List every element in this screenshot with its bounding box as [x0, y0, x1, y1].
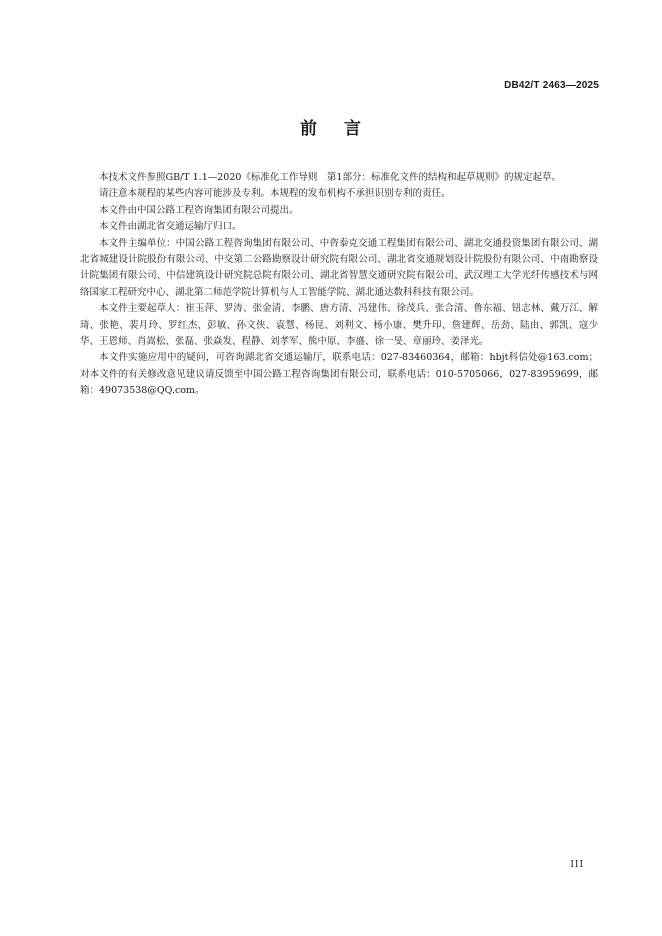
- paragraph-drafters: 本文件主要起草人：崔玉萍、罗涛、张金清、李鹏、唐方清、冯建伟、徐茂兵、张合清、鲁东福、钮志林、戴万江、解琦、张艳、裴月玲、罗红杰、彭敏、孙文侠、袁慧、杨昆、刘利文、杨小康、樊升印、詹建辉、岳劲、陆由、郭凯、寇少华、王恩师、肖嵩松、张磊、张焱发、程静、刘孝军、熊中原、李盛、徐一旻、章丽玲、姜泽光。: [80, 303, 598, 348]
- paragraph-chief-editors: 本文件主编单位：中国公路工程咨询集团有限公司、中咨泰克交通工程集团有限公司、湖北交通投资集团有限公司、湖北省城建设计院股份有限公司、中交第二公路勘察设计研究院有限公司、湖北省交通规划设计院股份有限公司、中南勘察设计院集团有限公司、中信建筑设计研究院总院有限公司、湖北省智慧交通研究院有限公司、武汉理工大学光纤传感技术与网络国家工程研究中心、湖北第二师范学院计算机与人工智能学院、湖北通达数科科技有限公司。: [80, 237, 598, 298]
- title-char-1: 前: [300, 119, 318, 139]
- standard-code: DB42/T 2463—2025: [504, 80, 599, 91]
- paragraph-contact: 本文件实施应用中的疑问，可咨询湖北省交通运输厅，联系电话：027-83460364，邮箱：hbjt科信处@163.com；对本文件的有关修改意见建议请反馈至中国公路工程咨询集团有限公司，联系电话：010-5705066，027-83959699，邮箱：49073538@QQ.com。: [80, 352, 598, 397]
- paragraph-administrator: 本文件由湖北省交通运输厅归口。: [99, 221, 242, 233]
- title-char-2: 言: [344, 119, 362, 139]
- page-title: [0, 114, 662, 139]
- paragraph-patent-notice: 请注意本规程的某些内容可能涉及专利。本规程的发布机构不承担识别专利的责任。: [99, 188, 451, 200]
- page-number: III: [570, 860, 584, 870]
- paragraph-drafting-basis: 本技术文件参照GB/T 1.1—2020《标准化工作导则 第1部分：标准化文件的结构和起草规则》的规定起草。: [99, 172, 561, 183]
- foreword-body: [80, 170, 598, 400]
- paragraph-proposer: 本文件由中国公路工程咨询集团有限公司提出。: [99, 204, 299, 216]
